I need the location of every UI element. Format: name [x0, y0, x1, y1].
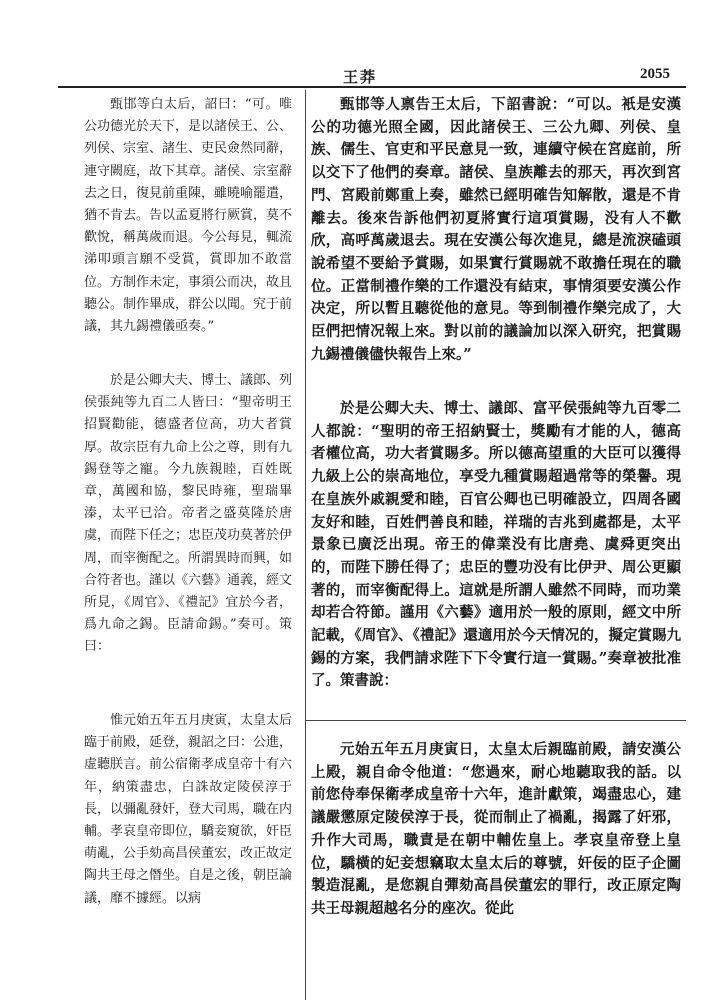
translation-paragraph-3: 元始五年五月庚寅日，太皇太后親臨前殿，請安漢公上殿，親自命令他道：“您過來，耐心地聽取我的話。以前您侍奉保衛孝成皇帝十六年，進計獻策，竭盡忠心，建議嚴懲原定陵侯淳于長，從而制止了禍亂，揭露了奸邪，升作大司馬，職責是在朝中輔佐皇上。孝哀皇帝登上皇位，驕橫的妃妾想竊取太皇太后的尊號，奸佞的臣子企圖製造混亂，是您親自彈劾高昌侯董宏的罪行，改正原定陶共王母親超越名分的座次。從此 [311, 741, 681, 917]
page-number: 2055 [640, 66, 670, 82]
running-title: 王莽 [343, 68, 378, 86]
original-text-paragraph-1: 甄邯等白太后，詔曰：“可。唯公功德光於天下，是以諸侯王、公、列侯、宗室、諸生、吏民僉然同辭，連守闕庭，故下其章。諸侯、宗室辭去之日，復見前重陳，雖曉喻罷遣，猶不肯去。告以孟夏將行厥賞，莫不歡悅，稱萬歲而退。今公每見，輒流涕叩頭言願不受賞，賞即加不敢當位。方制作未定，事須公而决，故且聽公。制作畢成，群公以聞。究于前議，其九錫禮儀亟奏。” [84, 97, 293, 335]
original-text-paragraph-3: 惟元始五年五月庚寅，太皇太后臨于前殿，延登，親詔之曰：公進，虚聽朕言。前公宿衛孝成皇帝十有六年，納策盡忠，白誅故定陵侯淳于長，以彌亂發奸，登大司馬，職在内輔。孝哀皇帝即位，驕妾窺欲，奸臣萌亂，公手劾高昌侯董宏，改正故定陶共王母之僭坐。自是之後，朝臣論議，靡不據經。以病 [84, 713, 293, 906]
translation-paragraph-2: 於是公卿大夫、博士、議郎、富平侯張純等九百零二人都說：“聖明的帝王招納賢士，獎勵有才能的人，德高者權位高，功大者賞賜多。所以德高望重的大臣可以獲得九級上公的崇高地位，享受九種賞賜超過常等的榮譽。現在皇族外戚親愛和睦，百官公卿也已明確設立，四周各國友好和睦，百姓們善良和睦，祥瑞的吉兆到處都是，太平景象已廣泛出現。帝王的偉業没有比唐堯、虞舜更突出的，而陛下勝任得了；忠臣的豐功没有比伊尹、周公更顯著的，而宰衡配得上。這就是所謂人雖然不同時，而功業却若合符節。謹用《六藝》適用於一般的原則，經文中所記載，《周官》、《禮記》還適用於今天情况的，擬定賞賜九錫的方案，我們請求陛下下令實行這一賞賜。”奏章被批准了。策書說： [311, 400, 681, 690]
header-rule [58, 86, 686, 88]
translation-paragraph-1: 甄邯等人禀告王太后，下詔書說：“可以。衹是安漢公的功德光照全國，因此諸侯王、三公九卿、列侯、皇族、儒生、官吏和平民意見一致，連續守候在宮庭前，所以交下了他們的奏章。諸侯、皇族離去的那天，再次到宮門、宮殿前鄭重上奏，雖然已經明確告知解散，還是不肯離去。後來告訴他們初夏將實行這項賞賜，没有人不歡欣，高呼萬歲退去。現在安漢公每次進見，總是流淚磕頭說希望不要給予賞賜，如果實行賞賜就不敢擔任現在的職位。正當制禮作樂的工作還没有結束，事情須要安漢公作决定，所以暫且聽從他的意見。等到制禮作樂完成了，大臣們把情况報上來。對以前的議論加以深入研究，把賞賜九錫禮儀儘快報告上來。” [311, 96, 681, 363]
original-text-paragraph-2: 於是公卿大夫、博士、議郎、列侯張純等九百二人皆曰：“聖帝明王招賢勸能，德盛者位高，功大者賞厚。故宗臣有九命上公之尊，則有九錫登等之寵。今九族親睦，百姓既章，萬國和協，黎民時雍，聖瑞畢溱，太平已洽。帝者之盛莫隆於唐虞，而陛下任之；忠臣茂功莫著於伊周，而宰衡配之。所謂異時而興，如合符者也。謹以《六藝》通義，經文所見，《周官》、《禮記》宜於今者，爲九命之錫。臣請命錫。”奏可。策曰： [84, 373, 293, 655]
